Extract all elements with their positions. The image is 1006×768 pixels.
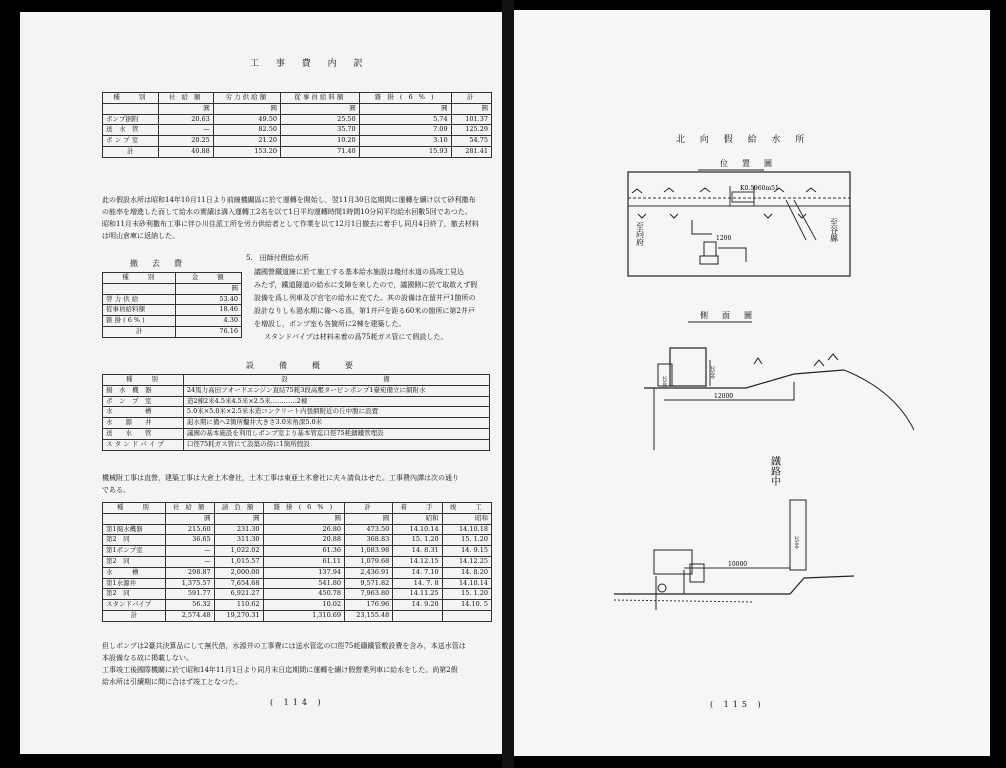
column-header: 種 別: [103, 503, 166, 514]
table-cell: 造2棟2米4.5米4.5米×2.5米…………2棟: [183, 396, 489, 407]
column-header: 種 別: [103, 273, 176, 284]
table-cell: 1,083.98: [345, 546, 393, 557]
table-cell: 153.20: [213, 146, 280, 157]
table-cell: 水 槽: [103, 407, 184, 418]
table-cell: 14. 7.10: [393, 567, 442, 578]
page-title: 北 向 假 給 水 所: [676, 135, 811, 145]
unit-cell: 圓: [158, 103, 213, 114]
table-cell: 53.40: [176, 294, 242, 305]
paragraph-facility: [254, 266, 477, 344]
table-cell: 14.12.25: [442, 556, 491, 567]
table-cell: 368.83: [345, 535, 393, 546]
table-cell: ポンプ据附: [103, 114, 159, 125]
table-cell: 110.62: [214, 600, 263, 611]
unit-cell: [103, 513, 166, 524]
table-cell: 3.10: [359, 136, 451, 147]
table-cell: 76.16: [176, 326, 242, 337]
table-row: [103, 567, 492, 578]
table-cell: 7,963.80: [345, 589, 393, 600]
section-side-label: 鐵路中: [768, 456, 780, 486]
table-cell: 20.88: [263, 535, 344, 546]
table-cell: 281.41: [451, 146, 491, 157]
page-number: ( 114 ): [270, 698, 325, 707]
table-cell: 14.10.14: [393, 524, 442, 535]
table-cell: ス タ ン ド パ イ プ: [103, 439, 184, 450]
table-cell: [442, 610, 491, 621]
table-row: [103, 546, 492, 557]
table-cell: 176.96: [345, 600, 393, 611]
table-cell: 54.75: [451, 136, 491, 147]
text-line: は明山倉庫に返納した。: [102, 232, 179, 240]
table-cell: 21.20: [213, 136, 280, 147]
table-cell: 25.50: [280, 114, 359, 125]
plan-label-right: 至谷縣: [829, 218, 839, 242]
table-cell: 9,571.82: [345, 578, 393, 589]
table-row: [103, 385, 490, 396]
table-cell: 第2 同: [103, 535, 166, 546]
table-cell: 渇水期に備へ2箇所鑿井大きさ3.0米角深5.0米: [183, 418, 489, 429]
table-cell: 5.0米×5.0米×2.5米木造コンクリート内張網附近の丘中腹に設置: [183, 407, 489, 418]
text-line: の能率を増進した而して給水の實績は満入運轉工2名を以て1日平均運轉時間1時間10分同平均給水回數5回であつた。: [102, 208, 472, 216]
table-cell: 101.37: [451, 114, 491, 125]
table-cell: 215.60: [165, 524, 214, 535]
table-cell: 計: [103, 610, 166, 621]
text-line: である。: [102, 486, 130, 494]
plan-label-left: 至向府: [635, 222, 645, 246]
table-cell: 137.94: [263, 567, 344, 578]
unit-cell: 圓: [280, 103, 359, 114]
table-cell: 18.46: [176, 305, 242, 316]
table-row: [103, 114, 492, 125]
table-cell: 第1ポンプ室: [103, 546, 166, 557]
page-number-right: ( 115 ): [710, 700, 765, 709]
unit-cell: 圓: [451, 103, 491, 114]
table-row: [103, 535, 492, 546]
table-cell: 19,270.31: [214, 610, 263, 621]
table-cell: 勞 力 供 給: [103, 294, 176, 305]
table-cell: 35.70: [280, 125, 359, 136]
table-row: [103, 407, 490, 418]
text-line: 給水所は引續期に間に合はず竣工となつた。: [102, 678, 242, 686]
section-dim-long: 12000: [714, 393, 734, 400]
table-total-row: [103, 326, 242, 337]
table-row: [103, 556, 492, 567]
table-cell: 1,022.02: [214, 546, 263, 557]
table-cell: 541.80: [263, 578, 344, 589]
table-cell: 14. 7. 8: [393, 578, 442, 589]
table-cell: 14.10.18: [442, 524, 491, 535]
table-cell: 231.30: [214, 524, 263, 535]
table-row: [103, 418, 490, 429]
table-total-row: [103, 610, 492, 621]
table-cell: —: [158, 125, 213, 136]
text-line: 設計なりしも渇水期に備へる爲，第1井戸を距る60米の箇所に第2井戸: [254, 307, 475, 315]
table-row: [103, 316, 242, 327]
location-plan: [628, 158, 850, 276]
plan-dimension: 1200: [716, 235, 732, 242]
table-cell: 36.65: [165, 535, 214, 546]
table-cell: スタンドパイプ: [103, 600, 166, 611]
drawings: [514, 10, 990, 756]
table-cell: 1,375.57: [165, 578, 214, 589]
column-header: 着 手: [393, 503, 442, 514]
table-row: [103, 524, 492, 535]
plan-frame: [628, 172, 850, 276]
unit-cell: 圓: [359, 103, 451, 114]
table-cell: 14. 9.15: [442, 546, 491, 557]
column-header: 労力供給額: [213, 93, 280, 104]
table-header-row: [103, 375, 490, 386]
text-line: 昭和11月末砂利撒布工事に伴ひ川住派工所を労力供給者として作業を以て12月1日撤去に着手し同月4日終了，撤去材料: [102, 220, 479, 228]
table-cell: 議國の基本施設を利用しポンプ室より基本管迄口徑75耗鑄鐵管埋設: [183, 428, 489, 439]
table-cell: 26.80: [263, 524, 344, 535]
plan-label-top: K0.5960m51: [740, 185, 779, 192]
column-header: 從事員給料額: [280, 93, 359, 104]
table-cell: —: [165, 546, 214, 557]
unit-cell: [103, 103, 159, 114]
table-cell: 10.02: [263, 600, 344, 611]
book-gutter: [502, 0, 514, 768]
column-header: 社 給 額: [158, 93, 213, 104]
text-line: 機械附工事は直營，建築工事は大倉土木會社，土木工事は東亜土木會社に夫々請負はせた。工事費內譯は次の通り: [102, 474, 459, 482]
table-header-row: [103, 273, 242, 284]
table-cell: 14. 8.20: [442, 567, 491, 578]
table-cell: 計: [103, 146, 159, 157]
table-cell: 2,436.91: [345, 567, 393, 578]
column-header: 種 別: [103, 375, 184, 386]
table-row: [103, 589, 492, 600]
table-row: [103, 600, 492, 611]
text-line: 工事竣工後國際機關に於て昭和14年11月1日より同月末日迄期間に運轉を續け假營業列車に給水をした。尚第2假: [102, 666, 458, 674]
table-cell: 第2 同: [103, 556, 166, 567]
text-line: 本設備なる故に掲載しない。: [102, 654, 193, 662]
table-cell: 56.32: [165, 600, 214, 611]
unit-cell: 昭和: [393, 513, 442, 524]
column-header: 雜 掛 ( 6 % ): [359, 93, 451, 104]
table-cell: 14.10. 5: [442, 600, 491, 611]
column-header: 計: [451, 93, 491, 104]
table-cell: 61.36: [263, 546, 344, 557]
text-line: 此の假設水所は昭和14年10月11日より前線機關區に於て運轉を開始し，翌11月30日迄期間に運轉を續け以て砂利撒布: [102, 196, 476, 204]
column-header: 請 負 額: [214, 503, 263, 514]
column-header: 社 給 額: [165, 503, 214, 514]
right-page: [514, 10, 990, 756]
table-cell: 14. 8.31: [393, 546, 442, 557]
table-cell: 311.30: [214, 535, 263, 546]
table-cell: 1,015.57: [214, 556, 263, 567]
column-header: 計: [345, 503, 393, 514]
table-cell: 14.12.15: [393, 556, 442, 567]
equipment-table: [102, 374, 490, 451]
table-cell: 14.11.25: [393, 589, 442, 600]
paragraph-notes: [102, 640, 466, 688]
text-line: 設備を爲し列車及び官宅の給水に充てた。其の設備は在留井戸1箇所の: [254, 294, 476, 302]
table-cell: 24馬力高田フオードエンジン直結75耗3段高壓タービンポンプ1臺宛備立に網附水: [183, 385, 489, 396]
plan-title: 位 置 圖: [720, 159, 775, 168]
table-unit-row: [103, 103, 492, 114]
table-cell: 第1揚水機器: [103, 524, 166, 535]
side-section: [614, 310, 914, 610]
table-cell: 5.74: [359, 114, 451, 125]
table-cell: 第1水源井: [103, 578, 166, 589]
table-cell: 雜 掛 ( 6 % ): [103, 316, 176, 327]
table-cell: 1,079.68: [345, 556, 393, 567]
unit-cell: 昭和: [442, 513, 491, 524]
table-cell: 從事員給料額: [103, 305, 176, 316]
table-cell: —: [165, 556, 214, 567]
construction-cost-table: [102, 502, 492, 622]
unit-cell: 圓: [214, 513, 263, 524]
table-unit-row: [103, 283, 242, 294]
table-cell: 20.25: [158, 136, 213, 147]
table-row: [103, 578, 492, 589]
table-cell: 15. 1.20: [393, 535, 442, 546]
text-line: 但しポンプは2臺共決算品にして無代借，水源井の工事費には送水管迄の口徑75耗鑄鐵管敷設費を含み，本送水管は: [102, 642, 466, 650]
table-cell: 揚 水 機 器: [103, 385, 184, 396]
table-cell: 10.20: [280, 136, 359, 147]
unit-cell: 圓: [263, 513, 344, 524]
table-row: [103, 136, 492, 147]
table-cell: 14. 9.20: [393, 600, 442, 611]
table-cell: 125.29: [451, 125, 491, 136]
table-row: [103, 305, 242, 316]
section-dim-v3: 2500: [793, 536, 799, 549]
table-header-row: [103, 503, 492, 514]
table-cell: ポ ン プ 室: [103, 136, 159, 147]
table-cell: 送 水 管: [103, 125, 159, 136]
table-cell: 15. 1.20: [442, 589, 491, 600]
table-cell: 水 槽: [103, 567, 166, 578]
table-cell: 61.11: [263, 556, 344, 567]
table-cell: 473.50: [345, 524, 393, 535]
column-header: 雜 掛 ( 6 % ): [263, 503, 344, 514]
column-header: 設 備: [183, 375, 489, 386]
paragraph-operation: [102, 194, 479, 242]
table-row: [103, 428, 490, 439]
text-line: スタンドパイプは材料未着の爲75耗ガス管にて假設した。: [264, 333, 448, 341]
table-cell: 2,574.48: [165, 610, 214, 621]
column-header: 種 別: [103, 93, 159, 104]
table-row: [103, 294, 242, 305]
table-cell: 20.63: [158, 114, 213, 125]
text-line: みたず，鐵道隧道の給水に支障を來したので，議國側に於て取敢えず假: [254, 281, 478, 289]
section-dim-bottom: 10000: [728, 561, 748, 568]
table-row: [103, 125, 492, 136]
table-cell: 40.88: [158, 146, 213, 157]
table-header-row: [103, 93, 492, 104]
section-dim-v1: 2500: [661, 376, 667, 389]
table-row: [103, 439, 490, 450]
table-cell: 4.30: [176, 316, 242, 327]
table-cell: [393, 610, 442, 621]
table-cell: 1,310.69: [263, 610, 344, 621]
unit-cell: 圓: [165, 513, 214, 524]
section-title: 側 面 圖: [700, 311, 755, 320]
unit-cell: 圓: [345, 513, 393, 524]
table-cell: 15. 1.20: [442, 535, 491, 546]
table-cell: 2,000.00: [214, 567, 263, 578]
table-unit-row: [103, 513, 492, 524]
table-cell: ポ ン プ 室: [103, 396, 184, 407]
table-cell: 水 源 井: [103, 418, 184, 429]
column-header: 竣 工: [442, 503, 491, 514]
table-cell: 49.50: [213, 114, 280, 125]
table-cell: 送 水 管: [103, 428, 184, 439]
cost-breakdown-table: [102, 92, 492, 158]
table-cell: 23,155.48: [345, 610, 393, 621]
table-cell: 591.77: [165, 589, 214, 600]
removal-cost-table: [102, 272, 242, 338]
section-heading-5: 5. 田師付假給水所: [246, 254, 309, 262]
table-cell: 口徑75耗ガス管にて設築の傍に1箇所假設: [183, 439, 489, 450]
table-cell: 82.50: [213, 125, 280, 136]
table-cell: 7.09: [359, 125, 451, 136]
unit-cell: 圓: [176, 283, 242, 294]
section-dim-v2: 2500: [709, 366, 715, 379]
table-cell: 298.87: [165, 567, 214, 578]
table-cell: 15.93: [359, 146, 451, 157]
paragraph-contracts: [102, 472, 459, 496]
removal-cost-title: 撤 去 費: [130, 259, 185, 268]
text-line: を増設し，ポンプ室も各箇所に2棟を建築した。: [254, 320, 406, 328]
table-cell: 6,921.27: [214, 589, 263, 600]
unit-cell: 圓: [213, 103, 280, 114]
text-line: 議國營鐵道線に於て施工する基本給水施設は幾付水道の爲竣工見込: [254, 268, 464, 276]
equipment-title: 設 備 概 要: [246, 361, 356, 370]
cost-breakdown-title: 工 事 費 内 訳: [250, 59, 370, 69]
table-cell: 71.40: [280, 146, 359, 157]
column-header: 金 額: [176, 273, 242, 284]
table-cell: 7,654.68: [214, 578, 263, 589]
table-cell: 14.10.14: [442, 578, 491, 589]
table-cell: 第2 同: [103, 589, 166, 600]
table-row: [103, 396, 490, 407]
table-total-row: [103, 146, 492, 157]
left-page: [20, 12, 502, 754]
table-cell: 計: [103, 326, 176, 337]
table-cell: 450.78: [263, 589, 344, 600]
